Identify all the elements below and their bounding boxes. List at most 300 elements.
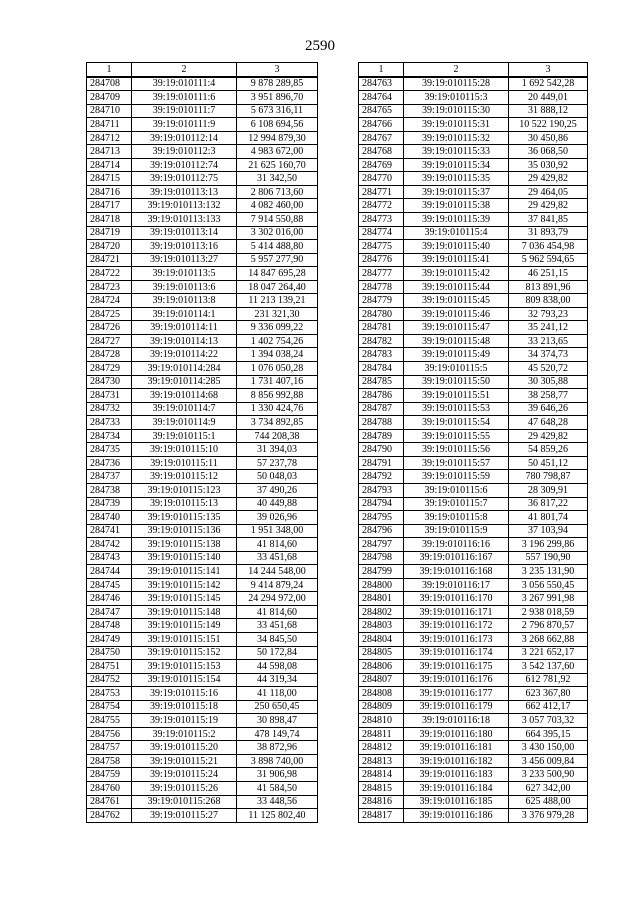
row-number-cell: 284713: [87, 145, 132, 159]
row-number-cell: 284797: [359, 538, 404, 552]
row-number-cell: 284808: [359, 687, 404, 701]
cadastral-number-cell: 39:19:010115:33: [404, 145, 509, 159]
column-header-1: 1: [359, 63, 404, 77]
row-number-cell: 284745: [87, 578, 132, 592]
row-number-cell: 284727: [87, 334, 132, 348]
row-number-cell: 284776: [359, 253, 404, 267]
table-row: [87, 185, 318, 199]
value-cell: 3 235 131,90: [509, 565, 588, 579]
row-number-cell: 284744: [87, 565, 132, 579]
cadastral-number-cell: 39:19:010115:28: [404, 77, 509, 91]
row-number-cell: 284758: [87, 754, 132, 768]
table-row: [87, 619, 318, 633]
value-cell: 32 793,23: [509, 307, 588, 321]
table-row: [359, 456, 588, 470]
value-cell: 1 731 407,16: [237, 375, 318, 389]
row-number-cell: 284712: [87, 131, 132, 145]
table-row: [87, 267, 318, 281]
value-cell: 18 047 264,40: [237, 280, 318, 294]
table-row: [359, 172, 588, 186]
row-number-cell: 284720: [87, 240, 132, 254]
value-cell: 5 957 277,90: [237, 253, 318, 267]
cadastral-number-cell: 39:19:010115:57: [404, 456, 509, 470]
value-cell: 3 196 299,86: [509, 538, 588, 552]
row-number-cell: 284734: [87, 429, 132, 443]
row-number-cell: 284753: [87, 687, 132, 701]
value-cell: 54 859,26: [509, 443, 588, 457]
cadastral-number-cell: 39:19:010111:4: [132, 77, 237, 91]
row-number-cell: 284781: [359, 321, 404, 335]
row-number-cell: 284798: [359, 551, 404, 565]
value-cell: 41 801,74: [509, 511, 588, 525]
table-row: [359, 185, 588, 199]
row-number-cell: 284790: [359, 443, 404, 457]
value-cell: 2 938 018,59: [509, 605, 588, 619]
cadastral-number-cell: 39:19:010115:42: [404, 267, 509, 281]
value-cell: 35 241,12: [509, 321, 588, 335]
table-row: [359, 226, 588, 240]
value-cell: 5 962 594,65: [509, 253, 588, 267]
value-cell: 44 319,34: [237, 673, 318, 687]
cadastral-number-cell: 39:19:010115:47: [404, 321, 509, 335]
cadastral-number-cell: 39:19:010115:56: [404, 443, 509, 457]
cadastral-number-cell: 39:19:010112:3: [132, 145, 237, 159]
row-number-cell: 284803: [359, 619, 404, 633]
row-number-cell: 284811: [359, 727, 404, 741]
row-number-cell: 284765: [359, 104, 404, 118]
value-cell: 30 898,47: [237, 714, 318, 728]
table-row: [359, 470, 588, 484]
row-number-cell: 284788: [359, 416, 404, 430]
value-cell: 31 342,50: [237, 172, 318, 186]
cadastral-number-cell: 39:19:010115:148: [132, 605, 237, 619]
row-number-cell: 284736: [87, 456, 132, 470]
value-cell: 1 076 050,28: [237, 362, 318, 376]
row-number-cell: 284762: [87, 809, 132, 823]
table-row: [87, 91, 318, 105]
value-cell: 36 068,50: [509, 145, 588, 159]
cadastral-number-cell: 39:19:010115:41: [404, 253, 509, 267]
cadastral-number-cell: 39:19:010116:16: [404, 538, 509, 552]
value-cell: 625 488,00: [509, 795, 588, 809]
table-row: [87, 456, 318, 470]
row-number-cell: 284764: [359, 91, 404, 105]
row-number-cell: 284721: [87, 253, 132, 267]
row-number-cell: 284805: [359, 646, 404, 660]
cadastral-number-cell: 39:19:010111:6: [132, 91, 237, 105]
cadastral-number-cell: 39:19:010115:46: [404, 307, 509, 321]
table-row: [359, 348, 588, 362]
row-number-cell: 284729: [87, 362, 132, 376]
cadastral-number-cell: 39:19:010115:123: [132, 483, 237, 497]
value-cell: 9 336 099,22: [237, 321, 318, 335]
cadastral-number-cell: 39:19:010115:39: [404, 213, 509, 227]
value-cell: 14 847 695,28: [237, 267, 318, 281]
cadastral-number-cell: 39:19:010115:31: [404, 118, 509, 132]
value-cell: 557 190,90: [509, 551, 588, 565]
table-row: [87, 646, 318, 660]
value-cell: 33 451,68: [237, 619, 318, 633]
cadastral-number-cell: 39:19:010115:50: [404, 375, 509, 389]
cadastral-number-cell: 39:19:010115:2: [132, 727, 237, 741]
value-cell: 38 258,77: [509, 389, 588, 403]
value-cell: 1 394 038,24: [237, 348, 318, 362]
row-number-cell: 284757: [87, 741, 132, 755]
table-row: [87, 470, 318, 484]
value-cell: 250 650,45: [237, 700, 318, 714]
table-row: [359, 497, 588, 511]
cadastral-number-cell: 39:19:010112:75: [132, 172, 237, 186]
row-number-cell: 284817: [359, 809, 404, 823]
table-row: [87, 592, 318, 606]
row-number-cell: 284789: [359, 429, 404, 443]
row-number-cell: 284807: [359, 673, 404, 687]
cadastral-number-cell: 39:19:010115:38: [404, 199, 509, 213]
value-cell: 662 412,17: [509, 700, 588, 714]
value-cell: 3 233 500,90: [509, 768, 588, 782]
value-cell: 30 305,88: [509, 375, 588, 389]
cadastral-number-cell: 39:19:010115:138: [132, 538, 237, 552]
table-row: [359, 375, 588, 389]
row-number-cell: 284747: [87, 605, 132, 619]
cadastral-number-cell: 39:19:010115:141: [132, 565, 237, 579]
value-cell: 5 673 316,11: [237, 104, 318, 118]
value-cell: 1 951 348,00: [237, 524, 318, 538]
table-row: [87, 253, 318, 267]
cadastral-number-cell: 39:19:010115:10: [132, 443, 237, 457]
table-row: [359, 240, 588, 254]
cadastral-number-cell: 39:19:010115:27: [132, 809, 237, 823]
row-number-cell: 284772: [359, 199, 404, 213]
row-number-cell: 284775: [359, 240, 404, 254]
cadastral-number-cell: 39:19:010116:170: [404, 592, 509, 606]
value-cell: 39 646,26: [509, 402, 588, 416]
table-row: [359, 592, 588, 606]
cadastral-number-cell: 39:19:010115:55: [404, 429, 509, 443]
row-number-cell: 284724: [87, 294, 132, 308]
table-row: [359, 213, 588, 227]
table-row: [359, 524, 588, 538]
table-row: [87, 294, 318, 308]
table-row: [359, 104, 588, 118]
value-cell: 29 429,82: [509, 429, 588, 443]
row-number-cell: 284770: [359, 172, 404, 186]
value-cell: 3 456 009,84: [509, 754, 588, 768]
table-row: [359, 619, 588, 633]
cadastral-number-cell: 39:19:010115:12: [132, 470, 237, 484]
cadastral-number-cell: 39:19:010115:153: [132, 660, 237, 674]
table-row: [87, 605, 318, 619]
row-number-cell: 284709: [87, 91, 132, 105]
row-number-cell: 284759: [87, 768, 132, 782]
cadastral-number-cell: 39:19:010115:30: [404, 104, 509, 118]
row-number-cell: 284780: [359, 307, 404, 321]
row-number-cell: 284816: [359, 795, 404, 809]
value-cell: 40 449,88: [237, 497, 318, 511]
value-cell: 29 429,82: [509, 199, 588, 213]
column-header-3: 3: [509, 63, 588, 77]
cadastral-number-cell: 39:19:010115:48: [404, 334, 509, 348]
table-row: [87, 483, 318, 497]
table-row: [87, 795, 318, 809]
row-number-cell: 284786: [359, 389, 404, 403]
row-number-cell: 284725: [87, 307, 132, 321]
cadastral-number-cell: 39:19:010115:49: [404, 348, 509, 362]
table-row: [359, 741, 588, 755]
table-row: [359, 754, 588, 768]
row-number-cell: 284754: [87, 700, 132, 714]
table-row: [359, 565, 588, 579]
row-number-cell: 284801: [359, 592, 404, 606]
value-cell: 1 692 542,28: [509, 77, 588, 91]
table-row: [87, 497, 318, 511]
value-cell: 41 814,60: [237, 538, 318, 552]
cadastral-number-cell: 39:19:010116:167: [404, 551, 509, 565]
table-row: [87, 321, 318, 335]
cadastral-number-cell: 39:19:010115:40: [404, 240, 509, 254]
cadastral-number-cell: 39:19:010115:16: [132, 687, 237, 701]
value-cell: 4 983 672,00: [237, 145, 318, 159]
row-number-cell: 284735: [87, 443, 132, 457]
value-cell: 10 522 190,25: [509, 118, 588, 132]
cadastral-number-cell: 39:19:010114:284: [132, 362, 237, 376]
cadastral-number-cell: 39:19:010115:5: [404, 362, 509, 376]
value-cell: 7 036 454,98: [509, 240, 588, 254]
row-number-cell: 284799: [359, 565, 404, 579]
cadastral-number-cell: 39:19:010116:184: [404, 781, 509, 795]
cadastral-number-cell: 39:19:010116:172: [404, 619, 509, 633]
cadastral-number-cell: 39:19:010116:179: [404, 700, 509, 714]
row-number-cell: 284733: [87, 416, 132, 430]
value-cell: 29 429,82: [509, 172, 588, 186]
value-cell: 31 906,98: [237, 768, 318, 782]
row-number-cell: 284814: [359, 768, 404, 782]
table-row: [87, 741, 318, 755]
cadastral-number-cell: 39:19:010113:14: [132, 226, 237, 240]
row-number-cell: 284717: [87, 199, 132, 213]
row-number-cell: 284778: [359, 280, 404, 294]
cadastral-number-cell: 39:19:010115:151: [132, 632, 237, 646]
cadastral-number-cell: 39:19:010116:177: [404, 687, 509, 701]
value-cell: 50 172,84: [237, 646, 318, 660]
table-row: [359, 321, 588, 335]
row-number-cell: 284766: [359, 118, 404, 132]
cadastral-number-cell: 39:19:010115:19: [132, 714, 237, 728]
value-cell: 20 449,01: [509, 91, 588, 105]
value-cell: 9 414 879,24: [237, 578, 318, 592]
row-number-cell: 284784: [359, 362, 404, 376]
cadastral-number-cell: 39:19:010116:171: [404, 605, 509, 619]
table-row: [359, 795, 588, 809]
cadastral-number-cell: 39:19:010112:14: [132, 131, 237, 145]
cadastral-number-cell: 39:19:010115:21: [132, 754, 237, 768]
value-cell: 11 213 139,21: [237, 294, 318, 308]
table-row: [87, 768, 318, 782]
value-cell: 664 395,15: [509, 727, 588, 741]
cadastral-number-cell: 39:19:010115:18: [132, 700, 237, 714]
row-number-cell: 284767: [359, 131, 404, 145]
table-row: [359, 199, 588, 213]
table-row: [87, 727, 318, 741]
cadastral-number-cell: 39:19:010116:185: [404, 795, 509, 809]
cadastral-number-cell: 39:19:010116:176: [404, 673, 509, 687]
cadastral-number-cell: 39:19:010114:11: [132, 321, 237, 335]
cadastral-number-cell: 39:19:010115:142: [132, 578, 237, 592]
row-number-cell: 284716: [87, 185, 132, 199]
value-cell: 33 213,65: [509, 334, 588, 348]
cadastral-number-cell: 39:19:010115:268: [132, 795, 237, 809]
column-header-3: 3: [237, 63, 318, 77]
value-cell: 4 082 460,00: [237, 199, 318, 213]
cadastral-number-cell: 39:19:010115:34: [404, 158, 509, 172]
row-number-cell: 284726: [87, 321, 132, 335]
table-row: [87, 754, 318, 768]
value-cell: 3 267 991,98: [509, 592, 588, 606]
cadastral-number-cell: 39:19:010116:168: [404, 565, 509, 579]
cadastral-number-cell: 39:19:010115:32: [404, 131, 509, 145]
cadastral-number-cell: 39:19:010116:175: [404, 660, 509, 674]
table-row: [87, 524, 318, 538]
value-cell: 57 237,78: [237, 456, 318, 470]
table-row: [87, 77, 318, 91]
cadastral-number-cell: 39:19:010115:11: [132, 456, 237, 470]
cadastral-number-cell: 39:19:010115:140: [132, 551, 237, 565]
row-number-cell: 284792: [359, 470, 404, 484]
value-cell: 28 309,91: [509, 483, 588, 497]
value-cell: 231 321,30: [237, 307, 318, 321]
table-row: [359, 781, 588, 795]
cadastral-number-cell: 39:19:010113:133: [132, 213, 237, 227]
value-cell: 37 841,85: [509, 213, 588, 227]
row-number-cell: 284793: [359, 483, 404, 497]
table-row: [87, 199, 318, 213]
row-number-cell: 284771: [359, 185, 404, 199]
cadastral-number-cell: 39:19:010116:173: [404, 632, 509, 646]
table-row: [359, 605, 588, 619]
table-row: [359, 158, 588, 172]
value-cell: 41 118,00: [237, 687, 318, 701]
cadastral-number-cell: 39:19:010113:6: [132, 280, 237, 294]
value-cell: 3 056 550,45: [509, 578, 588, 592]
table-row: [359, 483, 588, 497]
row-number-cell: 284708: [87, 77, 132, 91]
value-cell: 41 584,50: [237, 781, 318, 795]
table-row: [87, 443, 318, 457]
value-cell: 21 625 160,70: [237, 158, 318, 172]
cadastral-number-cell: 39:19:010115:35: [404, 172, 509, 186]
row-number-cell: 284742: [87, 538, 132, 552]
cadastral-number-cell: 39:19:010114:22: [132, 348, 237, 362]
table-row: [359, 687, 588, 701]
row-number-cell: 284749: [87, 632, 132, 646]
cadastral-number-cell: 39:19:010115:53: [404, 402, 509, 416]
table-row: [359, 131, 588, 145]
row-number-cell: 284774: [359, 226, 404, 240]
row-number-cell: 284760: [87, 781, 132, 795]
cadastral-number-cell: 39:19:010115:8: [404, 511, 509, 525]
row-number-cell: 284783: [359, 348, 404, 362]
cadastral-number-cell: 39:19:010114:1: [132, 307, 237, 321]
value-cell: 3 057 703,32: [509, 714, 588, 728]
value-cell: 1 330 424,76: [237, 402, 318, 416]
value-cell: 2 796 870,57: [509, 619, 588, 633]
value-cell: 24 294 972,00: [237, 592, 318, 606]
table-row: [359, 727, 588, 741]
cadastral-table-left: [86, 62, 318, 823]
table-row: [359, 809, 588, 823]
value-cell: 478 149,74: [237, 727, 318, 741]
row-number-cell: 284800: [359, 578, 404, 592]
value-cell: 780 798,87: [509, 470, 588, 484]
row-number-cell: 284743: [87, 551, 132, 565]
row-number-cell: 284787: [359, 402, 404, 416]
value-cell: 14 244 548,00: [237, 565, 318, 579]
value-cell: 12 994 879,30: [237, 131, 318, 145]
table-row: [87, 565, 318, 579]
row-number-cell: 284791: [359, 456, 404, 470]
table-row: [359, 267, 588, 281]
row-number-cell: 284755: [87, 714, 132, 728]
value-cell: 30 450,86: [509, 131, 588, 145]
value-cell: 37 103,94: [509, 524, 588, 538]
cadastral-number-cell: 39:19:010114:7: [132, 402, 237, 416]
cadastral-number-cell: 39:19:010115:9: [404, 524, 509, 538]
cadastral-number-cell: 39:19:010114:9: [132, 416, 237, 430]
row-number-cell: 284739: [87, 497, 132, 511]
cadastral-number-cell: 39:19:010115:145: [132, 592, 237, 606]
table-row: [87, 213, 318, 227]
value-cell: 3 430 150,00: [509, 741, 588, 755]
cadastral-number-cell: 39:19:010115:6: [404, 483, 509, 497]
cadastral-number-cell: 39:19:010115:154: [132, 673, 237, 687]
table-row: [87, 145, 318, 159]
row-number-cell: 284804: [359, 632, 404, 646]
value-cell: 41 814,60: [237, 605, 318, 619]
table-row: [87, 511, 318, 525]
table-row: [87, 673, 318, 687]
value-cell: 33 448,56: [237, 795, 318, 809]
cadastral-number-cell: 39:19:010115:7: [404, 497, 509, 511]
row-number-cell: 284737: [87, 470, 132, 484]
cadastral-number-cell: 39:19:010115:44: [404, 280, 509, 294]
table-row: [359, 334, 588, 348]
row-number-cell: 284746: [87, 592, 132, 606]
row-number-cell: 284750: [87, 646, 132, 660]
cadastral-number-cell: 39:19:010113:13: [132, 185, 237, 199]
value-cell: 627 342,00: [509, 781, 588, 795]
row-number-cell: 284751: [87, 660, 132, 674]
table-row: [359, 91, 588, 105]
cadastral-number-cell: 39:19:010111:9: [132, 118, 237, 132]
value-cell: 623 367,80: [509, 687, 588, 701]
table-row: [87, 416, 318, 430]
row-number-cell: 284730: [87, 375, 132, 389]
table-row: [87, 809, 318, 823]
value-cell: 47 648,28: [509, 416, 588, 430]
row-number-cell: 284715: [87, 172, 132, 186]
cadastral-number-cell: 39:19:010115:26: [132, 781, 237, 795]
value-cell: 34 374,73: [509, 348, 588, 362]
row-number-cell: 284741: [87, 524, 132, 538]
row-number-cell: 284769: [359, 158, 404, 172]
table-row: [87, 240, 318, 254]
row-number-cell: 284795: [359, 511, 404, 525]
value-cell: 809 838,00: [509, 294, 588, 308]
value-cell: 3 734 892,85: [237, 416, 318, 430]
row-number-cell: 284777: [359, 267, 404, 281]
table-row: [87, 307, 318, 321]
table-row: [87, 226, 318, 240]
